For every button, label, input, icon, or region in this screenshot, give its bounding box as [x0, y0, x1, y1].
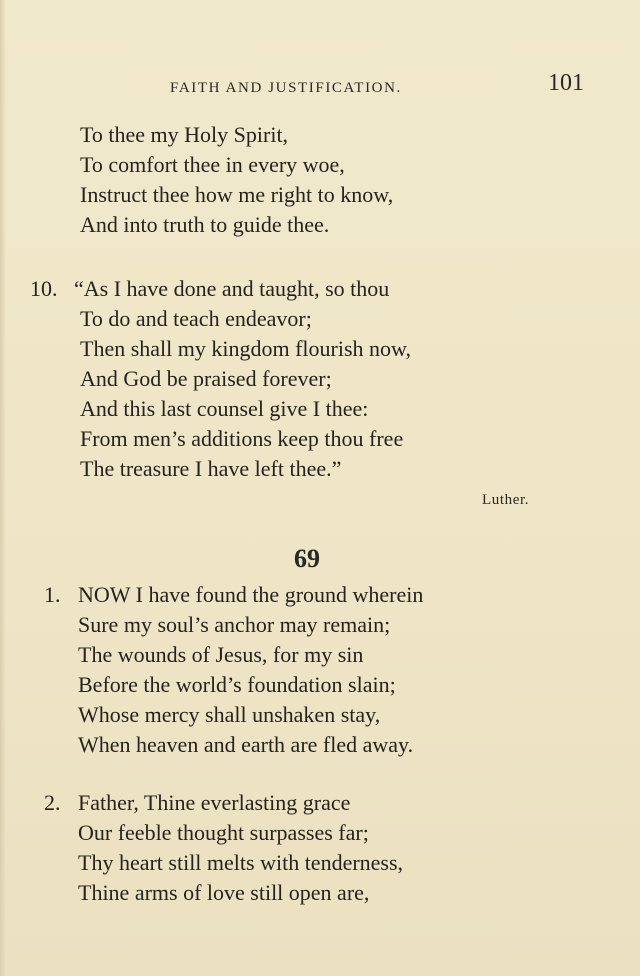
- verse-line: From men’s additions keep thou free: [80, 426, 404, 451]
- verse-line: And this last counsel give I thee:: [80, 396, 369, 421]
- stanza-number: 10.: [30, 276, 58, 301]
- verse-line: Then shall my kingdom flourish now,: [80, 336, 411, 361]
- verse-line: Thine arms of love still open are,: [78, 880, 370, 905]
- verse-line: When heaven and earth are fled away.: [78, 732, 414, 757]
- verse-line: The treasure I have left thee.”: [80, 456, 342, 481]
- verse-line: To do and teach endeavor;: [80, 306, 312, 331]
- verse-line: Thy heart still melts with tenderness,: [78, 850, 404, 875]
- page-number: 101: [548, 70, 584, 96]
- author-attribution: Luther.: [482, 492, 530, 508]
- verse-line: Whose mercy shall unshaken stay,: [78, 702, 381, 727]
- verse-line: “As I have done and taught, so thou: [74, 276, 390, 301]
- page-gutter-shadow: [0, 0, 6, 976]
- verse-line: The wounds of Jesus, for my sin: [78, 642, 364, 667]
- verse-line: To thee my Holy Spirit,: [80, 122, 289, 147]
- verse-line: NOW I have found the ground wherein: [78, 582, 424, 607]
- verse-line: To comfort thee in every woe,: [80, 152, 345, 177]
- verse-line: Our feeble thought surpasses far;: [78, 820, 369, 845]
- running-head: FAITH AND JUSTIFICATION.: [170, 80, 402, 96]
- stanza-number: 2.: [44, 790, 61, 815]
- verse-line: Before the world’s foundation slain;: [78, 672, 396, 697]
- stanza-number: 1.: [44, 582, 61, 607]
- verse-line: Instruct thee how me right to know,: [80, 182, 394, 207]
- verse-line: And into truth to guide thee.: [80, 212, 330, 237]
- verse-line: And God be praised forever;: [80, 366, 332, 391]
- verse-line: Sure my soul’s anchor may remain;: [78, 612, 391, 637]
- hymn-number: 69: [294, 544, 320, 573]
- verse-line: Father, Thine everlasting grace: [78, 790, 351, 815]
